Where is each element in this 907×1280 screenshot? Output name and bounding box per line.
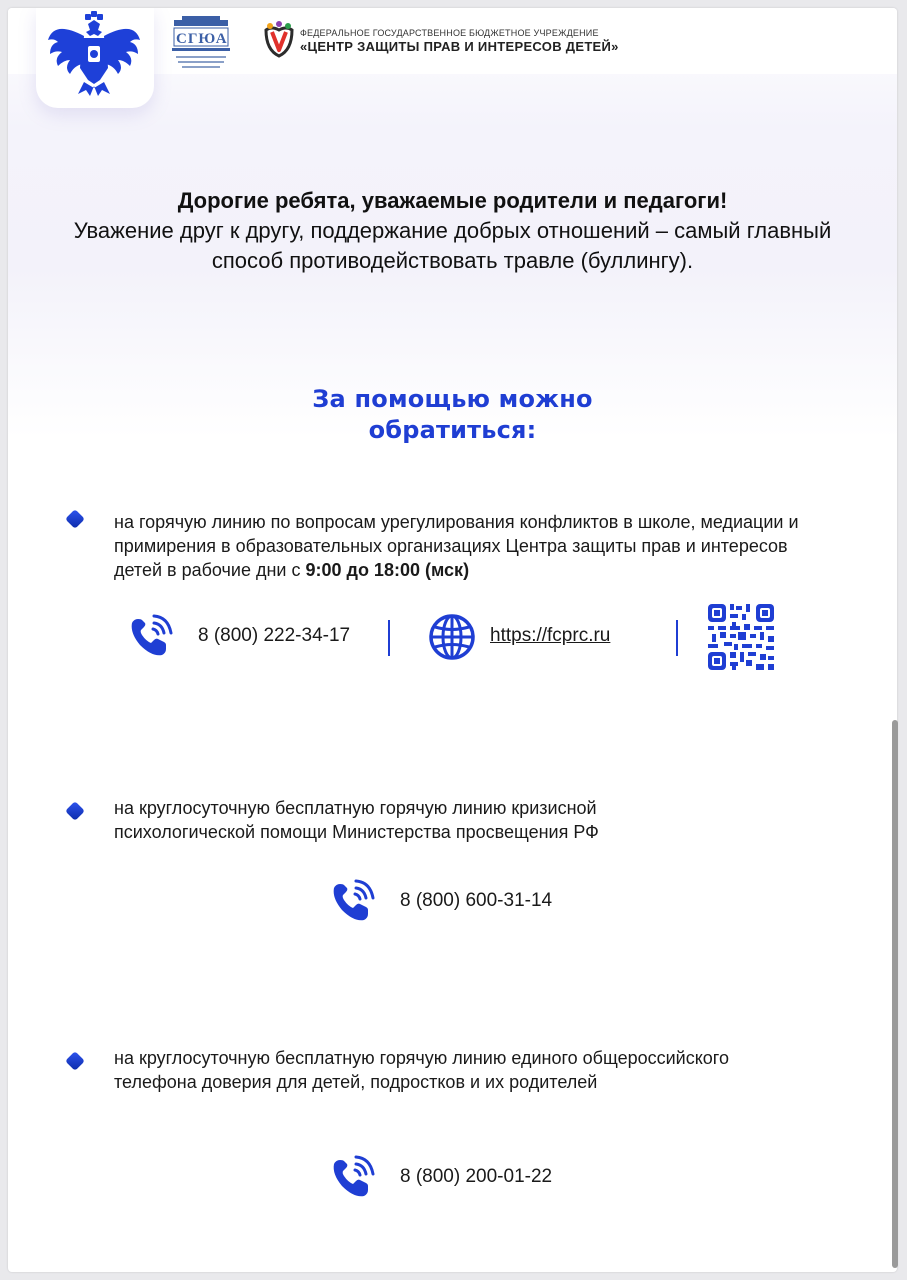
document-page [8, 8, 897, 1272]
help-title-line2: обратиться: [368, 416, 537, 444]
help-title-line1: За помощью можно [312, 385, 593, 413]
phone-number-3[interactable]: 8 (800) 200-01-22 [400, 1166, 553, 1187]
eagle-emblem-icon [44, 10, 144, 98]
item-1-hours: 9:00 до 18:00 (мск) [305, 560, 470, 580]
org-name-label: «ЦЕНТР ЗАЩИТЫ ПРАВ И ИНТЕРЕСОВ ДЕТЕЙ» [300, 39, 619, 54]
item-1-description: на горячую линию по вопросам урегулирования конфликтов в школе, медиации и примирения в образовательных организациях Центра защиты прав и интересов детей в рабочие дни с [114, 512, 799, 580]
scrollbar[interactable] [892, 720, 898, 1268]
intro-greeting: Дорогие ребята, уважаемые родители и педагоги! [177, 188, 728, 213]
help-title [208, 384, 697, 446]
bullet-diamond-icon [64, 800, 86, 822]
phone-icon [330, 1154, 376, 1200]
website-link[interactable]: https://fcprc.ru [490, 625, 611, 646]
separator [676, 620, 678, 656]
separator [388, 620, 390, 656]
globe-icon [428, 613, 476, 661]
intro-body: Уважение друг к другу, поддержание добрых отношений – самый главный способ противодействовать травле (буллингу). [73, 218, 832, 273]
fcprc-logo-icon [260, 20, 298, 58]
org-type-label: ФЕДЕРАЛЬНОЕ ГОСУДАРСТВЕННОЕ БЮДЖЕТНОЕ УЧРЕЖДЕНИЕ [300, 28, 599, 38]
phone-number-2[interactable]: 8 (800) 600-31-14 [400, 890, 553, 911]
sgua-logo-text: СГЮА [176, 31, 228, 47]
item-2-text: на круглосуточную бесплатную горячую линию кризисной психологической помощи Министерства просвещения РФ [114, 798, 599, 842]
phone-icon [128, 613, 174, 659]
bullet-diamond-icon [64, 508, 86, 530]
qr-code[interactable] [708, 604, 774, 670]
item-3-text: на круглосуточную бесплатную горячую линию единого общероссийского телефона доверия для детей, подростков и их родителей [114, 1048, 729, 1092]
phone-icon [330, 878, 376, 924]
bullet-diamond-icon [64, 1050, 86, 1072]
item-1-text [114, 510, 834, 582]
intro-text [48, 186, 857, 276]
phone-number-1[interactable]: 8 (800) 222-34-17 [198, 625, 351, 646]
